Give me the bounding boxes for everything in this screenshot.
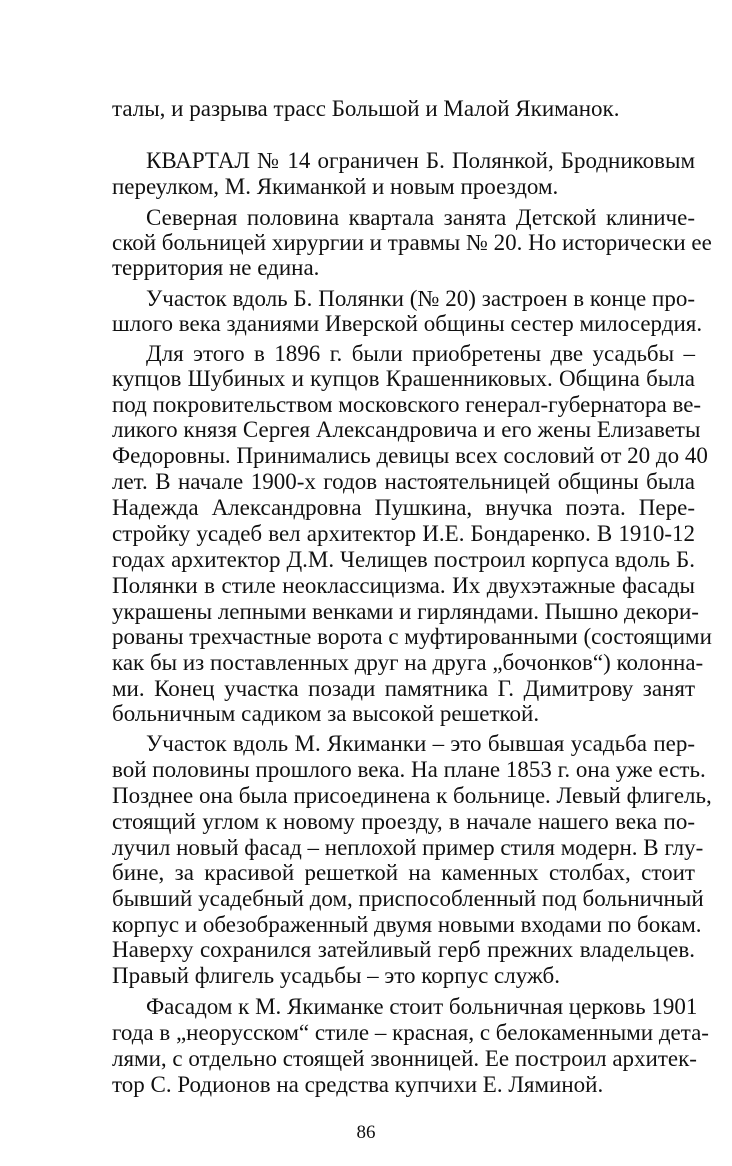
text-line: Фасадом к М. Якиманке стоит больничная церковь 1901 <box>146 994 698 1019</box>
text-line: Наверху сохранился затейливый герб прежних владельцев. <box>112 937 695 962</box>
text-line: переулком, М. Якиманкой и новым проездом. <box>112 174 559 199</box>
text-line: Надежда Александровна Пушкина, внучка поэта. Пере- <box>112 495 695 520</box>
text-line: территория не едина. <box>112 255 320 280</box>
text-line: КВАРТАЛ № 14 ограничен Б. Полянкой, Бродниковым <box>146 148 695 173</box>
text-line: года в „неорусском“ стиле – красная, с белокаменными дета- <box>112 1020 709 1045</box>
text-line: шлого века зданиями Иверской общины сестер милосердия. <box>112 311 703 336</box>
text-line: бине, за красивой решеткой на каменных столбах, стоит <box>112 860 695 885</box>
text-line: Федоровны. Принимались девицы всех сословий от 20 до 40 <box>112 443 708 468</box>
text-line: украшены лепными венками и гирляндами. Пышно декори- <box>112 599 699 624</box>
text-line: Позднее она была присоединена к больнице. Левый флигель, <box>112 783 712 808</box>
text-line: лями, с отдельно стоящей звонницей. Ее построил архитек- <box>112 1046 697 1071</box>
text-line: стройку усадеб вел архитектор И.Е. Бондаренко. В 1910-12 <box>112 521 695 546</box>
text-line: Правый флигель усадьбы – это корпус служб. <box>112 963 560 988</box>
text-line: годах архитектор Д.М. Челищев построил корпуса вдоль Б. <box>112 547 695 572</box>
text-line: корпус и обезображенный двумя новыми входами по бокам. <box>112 912 702 937</box>
text-line: под покровительством московского генерал-губернатора ве- <box>112 392 702 417</box>
text-line: Северная половина квартала занята Детской клиниче- <box>146 205 695 230</box>
text-line: стоящий углом к новому проезду, в начале нашего века по- <box>112 809 695 834</box>
text-line: Полянки в стиле неоклассицизма. Их двухэтажные фасады <box>112 573 695 598</box>
text-line: Участок вдоль М. Якиманки – это бывшая усадьба пер- <box>146 731 695 756</box>
text-line: Для этого в 1896 г. были приобретены две усадьбы – <box>146 341 695 366</box>
text-line: ми. Конец участка позади памятника Г. Димитрову занят <box>112 676 695 701</box>
text-line: бывший усадебный дом, приспособленный под больничный <box>112 886 704 911</box>
text-line: лучил новый фасад – неплохой пример стиля модерн. В глу- <box>112 835 704 860</box>
text-line: ской больницей хирургии и травмы № 20. Но исторически ее <box>112 230 712 255</box>
text-line: вой половины прошлого века. На плане 1853 г. она уже есть. <box>112 757 706 782</box>
text-line: как бы из поставленных друг на друга „бочонков“) колонна- <box>112 650 704 675</box>
text-line: Участок вдоль Б. Полянки (№ 20) застроен в конце про- <box>146 286 695 311</box>
text-line: талы, и разрыва трасс Большой и Малой Якиманок. <box>112 96 620 121</box>
page-number: 86 <box>356 1122 376 1143</box>
text-line: лет. В начале 1900-х годов настоятельницей общины была <box>112 469 695 494</box>
text-line: купцов Шубиных и купцов Крашенниковых. Община была <box>112 366 695 391</box>
text-line: рованы трехчастные ворота с муфтированными (состоящими <box>112 624 712 649</box>
text-line: больничным садиком за высокой решеткой. <box>112 701 540 726</box>
text-line: ликого князя Сергея Александровича и его жены Елизаветы <box>112 417 701 442</box>
text-line: тор С. Родионов на средства купчихи Е. Ляминой. <box>112 1072 604 1097</box>
